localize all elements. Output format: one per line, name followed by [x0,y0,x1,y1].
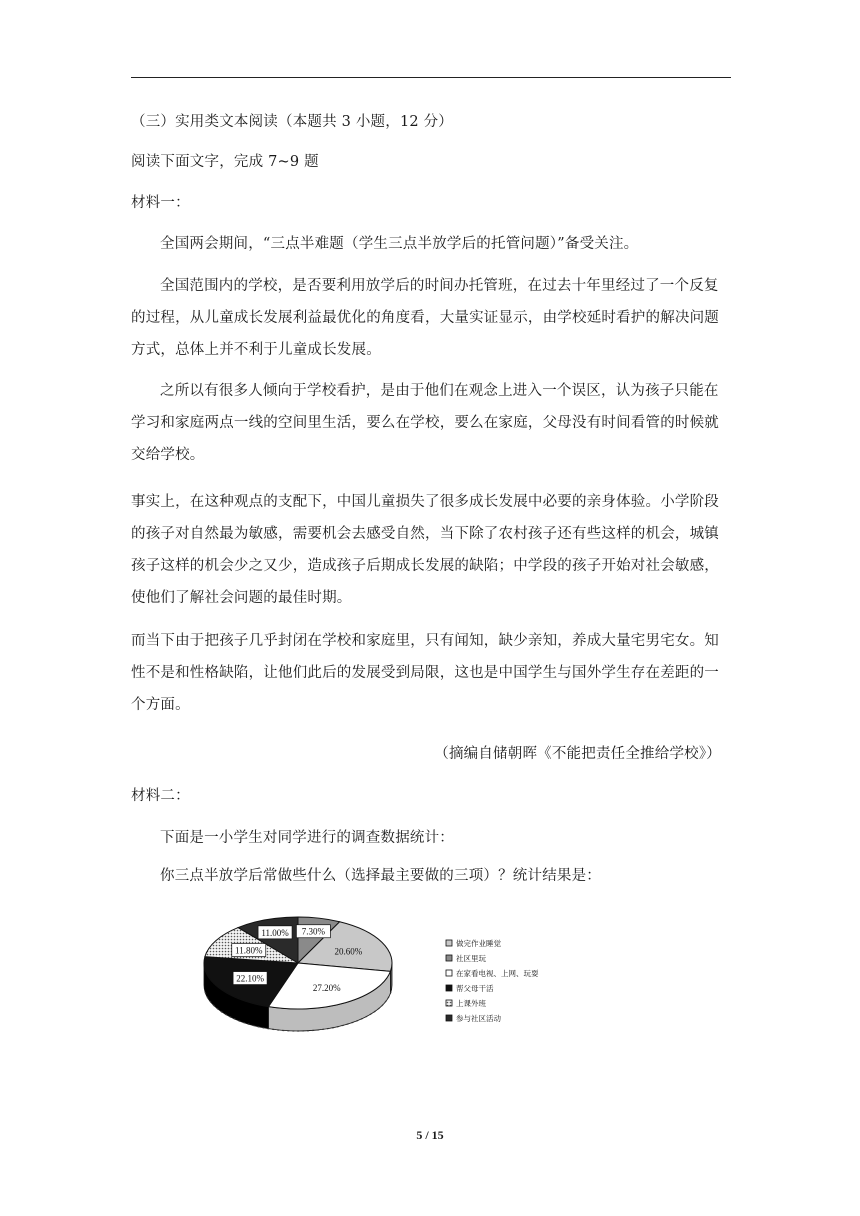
legend-swatch [446,955,452,961]
legend-swatch [446,940,452,946]
legend-swatch [446,985,452,991]
source-citation: （摘编自储朝晖《不能把责任全推给学校》） [434,746,721,762]
paragraph: 全国范围内的学校，是否要利用放学后的时间办托管班，在过去十年里经过了一个反复的过程，从儿童成长发展利益最优化的角度看，大量实证显示，由学校延时看护的解决问题方式，总体上并不利于儿童成长发展。 [131,278,719,358]
legend-label: 社区里玩 [456,954,486,963]
legend-swatch [446,1000,452,1006]
legend-swatch [446,1015,452,1021]
legend-label: 做完作业睡觉 [456,939,501,948]
pie-value-label: 11.80% [235,945,263,956]
material-2-label: 材料二： [131,788,190,804]
legend-label: 在家看电视、上网、玩耍 [456,969,539,978]
section-title: （三）实用类文本阅读（本题共 3 小题，12 分） [131,114,454,130]
pie-value-label: 20.60% [334,946,363,957]
material-1-label: 材料一： [131,195,190,211]
legend-swatch [446,970,452,976]
survey-intro: 下面是一小学生对同学进行的调查数据统计： [160,830,454,846]
instruction: 阅读下面文字，完成 7~9 题 [131,154,319,170]
pie-chart [188,905,548,1060]
legend-label: 上课外班 [456,999,486,1008]
legend-label: 帮父母干活 [456,984,494,993]
paragraph: 全国两会期间，“三点半难题（学生三点半放学后的托管问题）”备受关注。 [160,236,639,252]
pie-value-label: 11.00% [261,927,289,938]
page-number: 5 / 15 [416,1128,444,1142]
legend-label: 参与社区活动 [456,1014,501,1023]
paragraph: 事实上，在这种观点的支配下，中国儿童损失了很多成长发展中必要的亲身体验。小学阶段的孩子对自然最为敏感，需要机会去感受自然，当下除了农村孩子还有些这样的机会，城镇孩子这样的机会少之又少，造成孩子后期成长发展的缺陷；中学段的孩子开始对社会敏感，使他们了解社会问题的最佳时期。 [131,494,719,606]
paragraph: 之所以有很多人倾向于学校看护，是由于他们在观念上进入一个误区，认为孩子只能在学习和家庭两点一线的空间里生活，要么在学校，要么在家庭，父母没有时间看管的时候就交给学校。 [131,383,719,463]
paragraph: 而当下由于把孩子几乎封闭在学校和家庭里，只有闻知，缺少亲知，养成大量宅男宅女。知性不是和性格缺陷，让他们此后的发展受到局限，这也是中国学生与国外学生存在差距的一个方面。 [131,633,719,713]
pie-value-label: 7.30% [301,926,326,937]
survey-question: 你三点半放学后常做些什么（选择最主要做的三项）？统计结果是： [160,868,601,884]
header-rule [131,77,731,78]
pie-value-label: 27.20% [312,982,341,993]
pie-value-label: 22.10% [236,973,264,984]
